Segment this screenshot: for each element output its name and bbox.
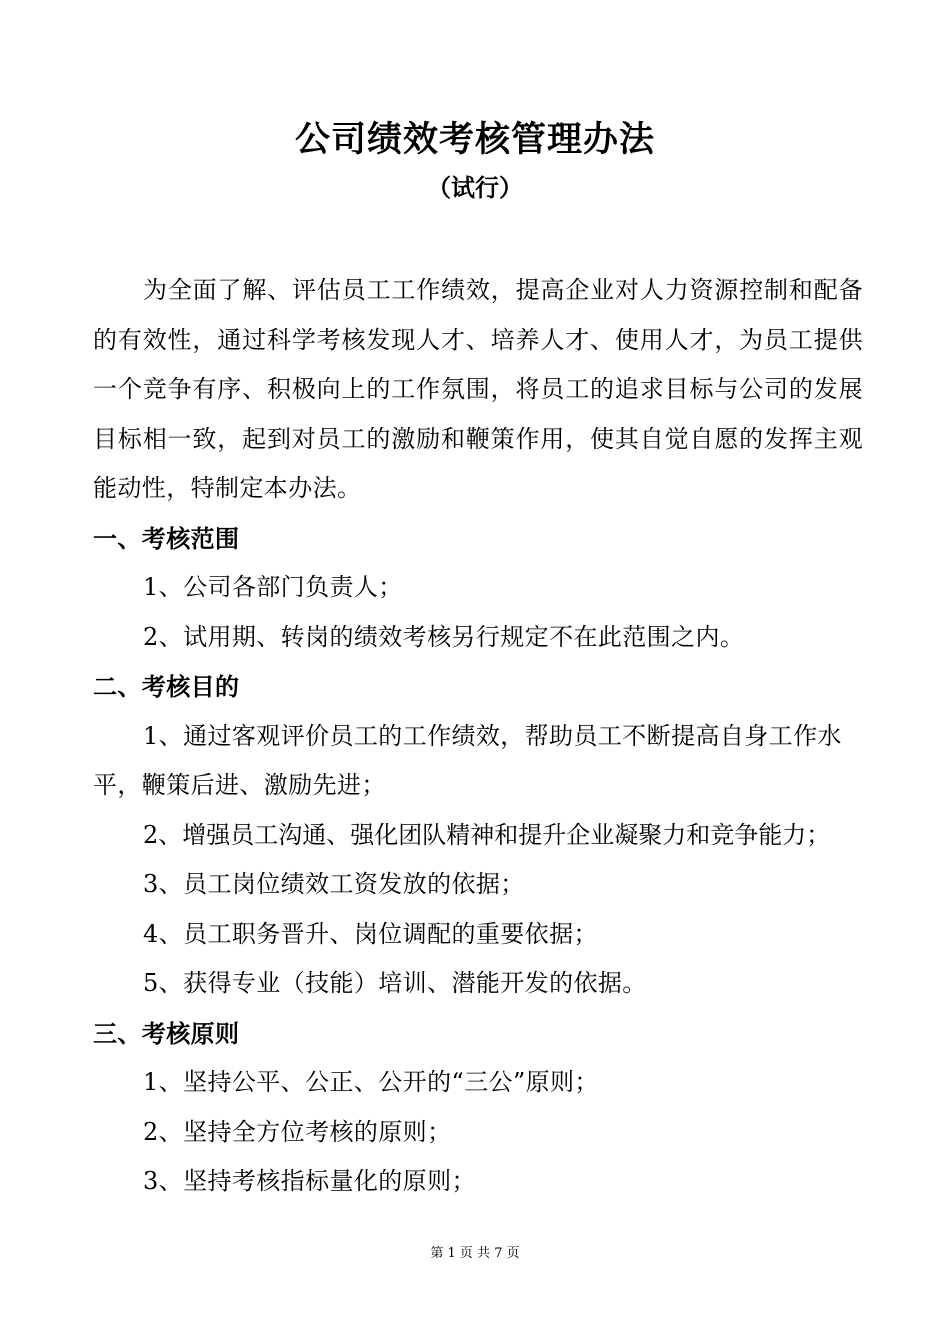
list-item: 2、坚持全方位考核的原则； [143, 1117, 452, 1146]
list-item: 4、员工职务晋升、岗位调配的重要依据； [143, 919, 598, 948]
list-item: 5、获得专业（技能）培训、潜能开发的依据。 [143, 969, 647, 997]
section-heading-purpose: 二、考核目的 [93, 672, 240, 701]
list-item: 1、坚持公平、公正、公开的“三公”原则； [143, 1068, 599, 1096]
intro-paragraph: 为全面了解、评估员工工作绩效，提高企业对人力资源控制和配备的有效性，通过科学考核发现人才、培养人才、使用人才，为员工提供一个竞争有序、积极向上的工作氛围，将员工的追求目标与公司的发展目标相一致，起到对员工的激励和鞭策作用，使其自觉自愿的发挥主观能动性，特制定本办法。 [93, 276, 863, 502]
list-item: 1、公司各部门负责人； [143, 573, 403, 601]
page-number-footer: 第 1 页 共 7 页 [430, 1246, 520, 1261]
list-item: 2、试用期、转岗的绩效考核另行规定不在此范围之内。 [143, 622, 745, 651]
document-subtitle: （试行） [427, 173, 523, 202]
list-item: 3、坚持考核指标量化的原则； [143, 1167, 476, 1195]
section-heading-principles: 三、考核原则 [93, 1018, 240, 1048]
list-item: 2、增强员工沟通、强化团队精神和提升企业凝聚力和竞争能力； [143, 820, 831, 849]
list-item: 1、通过客观评价员工的工作绩效，帮助员工不断提高自身工作水平，鞭策后进、激励先进； [93, 721, 842, 799]
document-body [93, 266, 863, 1207]
list-item: 3、员工岗位绩效工资发放的依据； [143, 870, 525, 898]
document-title: 公司绩效考核管理办法 [294, 119, 655, 160]
section-heading-scope: 一、考核范围 [93, 523, 240, 553]
